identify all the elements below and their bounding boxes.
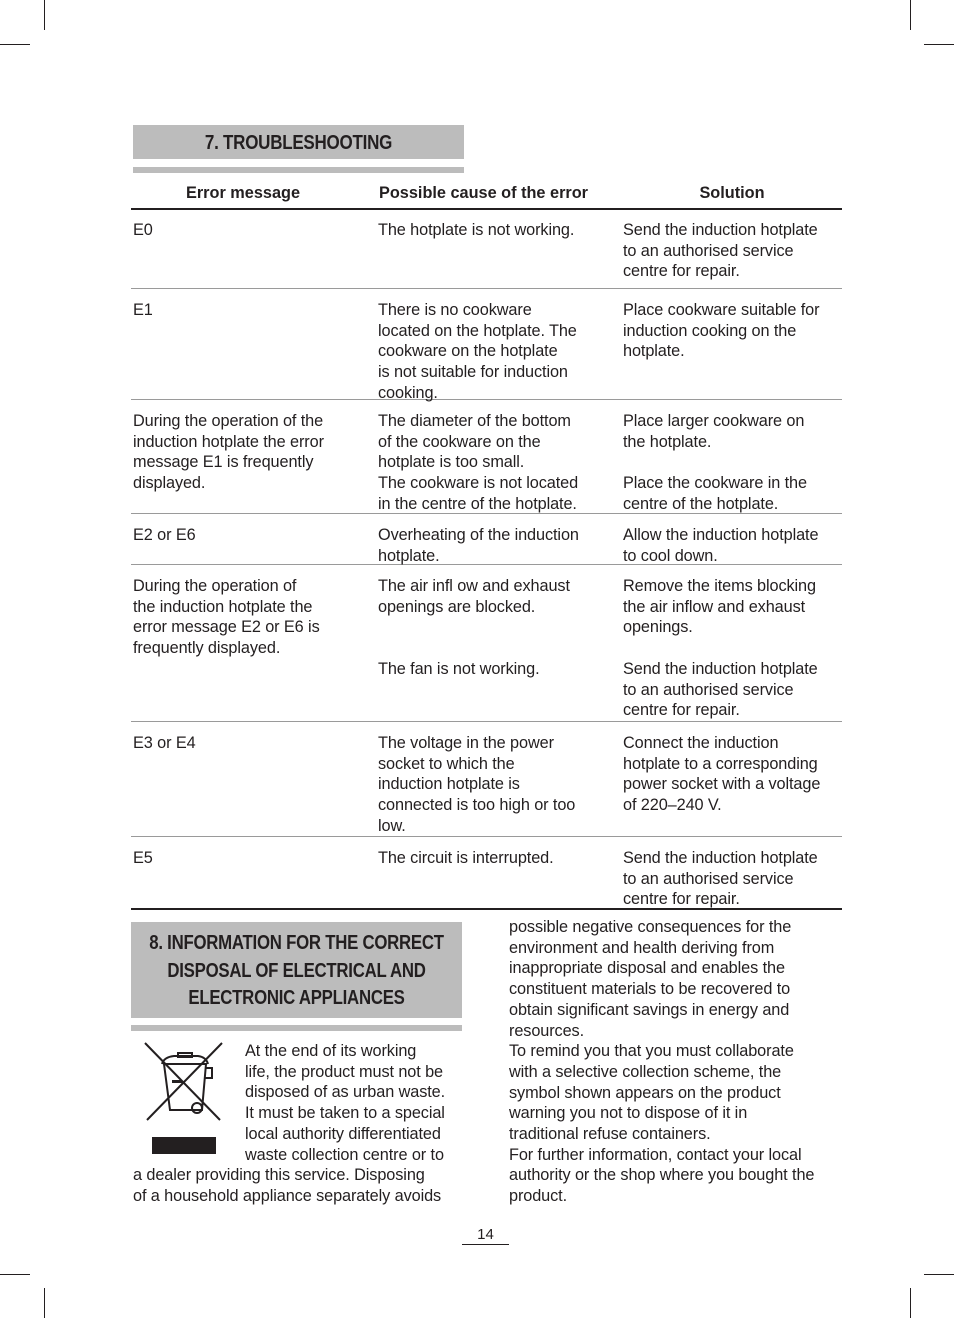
table-cell-solution: Place cookware suitable for induction cooking on the hotplate. (623, 301, 820, 361)
column-header-cause: Possible cause of the error (379, 184, 589, 202)
page-number: 14 (477, 1226, 494, 1243)
crop-mark (910, 0, 911, 30)
column-header-solution: Solution (699, 184, 765, 202)
table-cell-solution: Allow the induction hotplate to cool down. (623, 526, 819, 565)
table-cell-error: E3 or E4 (133, 734, 196, 752)
column-header-error: Error message (185, 184, 301, 202)
crop-mark (44, 0, 45, 30)
crop-mark (924, 44, 954, 45)
table-cell-cause: The diameter of the bottom of the cookware on the hotplate is too small. The cookware is not located in the centre of the hotplate. (378, 412, 579, 513)
table-cell-cause: The hotplate is not working. (378, 221, 575, 239)
crop-mark (0, 1274, 30, 1275)
table-cell-solution: Remove the items blocking the air inflow and exhaust openings. Send the induction hotplate to an authorised service centre for repair. (623, 577, 818, 720)
table-cell-solution: Connect the induction hotplate to a corresponding power socket with a voltage of 220–240 V. (623, 734, 821, 815)
crop-mark (0, 44, 30, 45)
header-bar (131, 1025, 462, 1031)
table-cell-cause: Overheating of the induction hotplate. (378, 526, 579, 565)
crop-mark (924, 1274, 954, 1275)
table-cell-cause: The circuit is interrupted. (378, 849, 554, 867)
disposal-text: a dealer providing this service. Disposing of a household appliance separately avoids (133, 1166, 442, 1205)
table-cell-error: E0 (133, 221, 153, 239)
table-cell-solution: Send the induction hotplate to an authorised service centre for repair. (623, 221, 818, 281)
section-8-title-line: ELECTRONIC APPLIANCES (188, 987, 405, 1009)
crop-mark (44, 1288, 45, 1318)
table-cell-error: E1 (133, 301, 153, 319)
table-cell-cause: The air infl ow and exhaust openings are blocked. The fan is not working. (378, 577, 570, 678)
crop-mark (910, 1288, 911, 1318)
table-cell-error: During the operation of the induction hotplate the error message E1 is frequently displayed. (133, 412, 324, 493)
section-8-title-line: 8. INFORMATION FOR THE CORRECT (149, 932, 444, 954)
section-8-title-line: DISPOSAL OF ELECTRICAL AND (167, 959, 426, 982)
disposal-text-wrapped: At the end of its working life, the product must not be disposed of as urban waste. It must be taken to a special local authority differentiated waste collection centre or to (245, 1042, 446, 1164)
section-7-header (133, 125, 464, 159)
table-rule (131, 288, 842, 289)
header-bar (133, 167, 464, 173)
page-number-rule (462, 1244, 509, 1245)
table-cell-cause: There is no cookware located on the hotplate. The cookware on the hotplate is not suitable for induction cooking. (378, 301, 577, 402)
table-cell-cause: The voltage in the power socket to which the induction hotplate is connected is too high or too low. (378, 734, 576, 835)
crossed-out-wheelie-bin-icon (140, 1040, 230, 1160)
section-8-header (131, 922, 462, 1018)
table-cell-error: E2 or E6 (133, 526, 196, 544)
table-rule (131, 208, 842, 210)
table-rule (131, 721, 842, 722)
section-7-title: 7. TROUBLESHOOTING (204, 132, 393, 154)
table-cell-solution: Send the induction hotplate to an authorised service centre for repair. (623, 849, 818, 909)
table-cell-error: During the operation of the induction hotplate the error message E2 or E6 is frequently displayed. (133, 577, 320, 658)
table-cell-error: E5 (133, 849, 153, 867)
disposal-text-right: possible negative consequences for the environment and health deriving from inappropriate disposal and enables the constituent materials to be recovered to obtain significant savings in energy and resources. To remind you that you must collaborate with a selective collection scheme, the symbol shown appears on the product warning you not to dispose of it in traditional refuse containers. For further information, contact your local authority or the shop where you bought the product. (509, 918, 815, 1206)
table-cell-solution: Place larger cookware on the hotplate. Place the cookware in the centre of the hotplate. (623, 412, 807, 513)
